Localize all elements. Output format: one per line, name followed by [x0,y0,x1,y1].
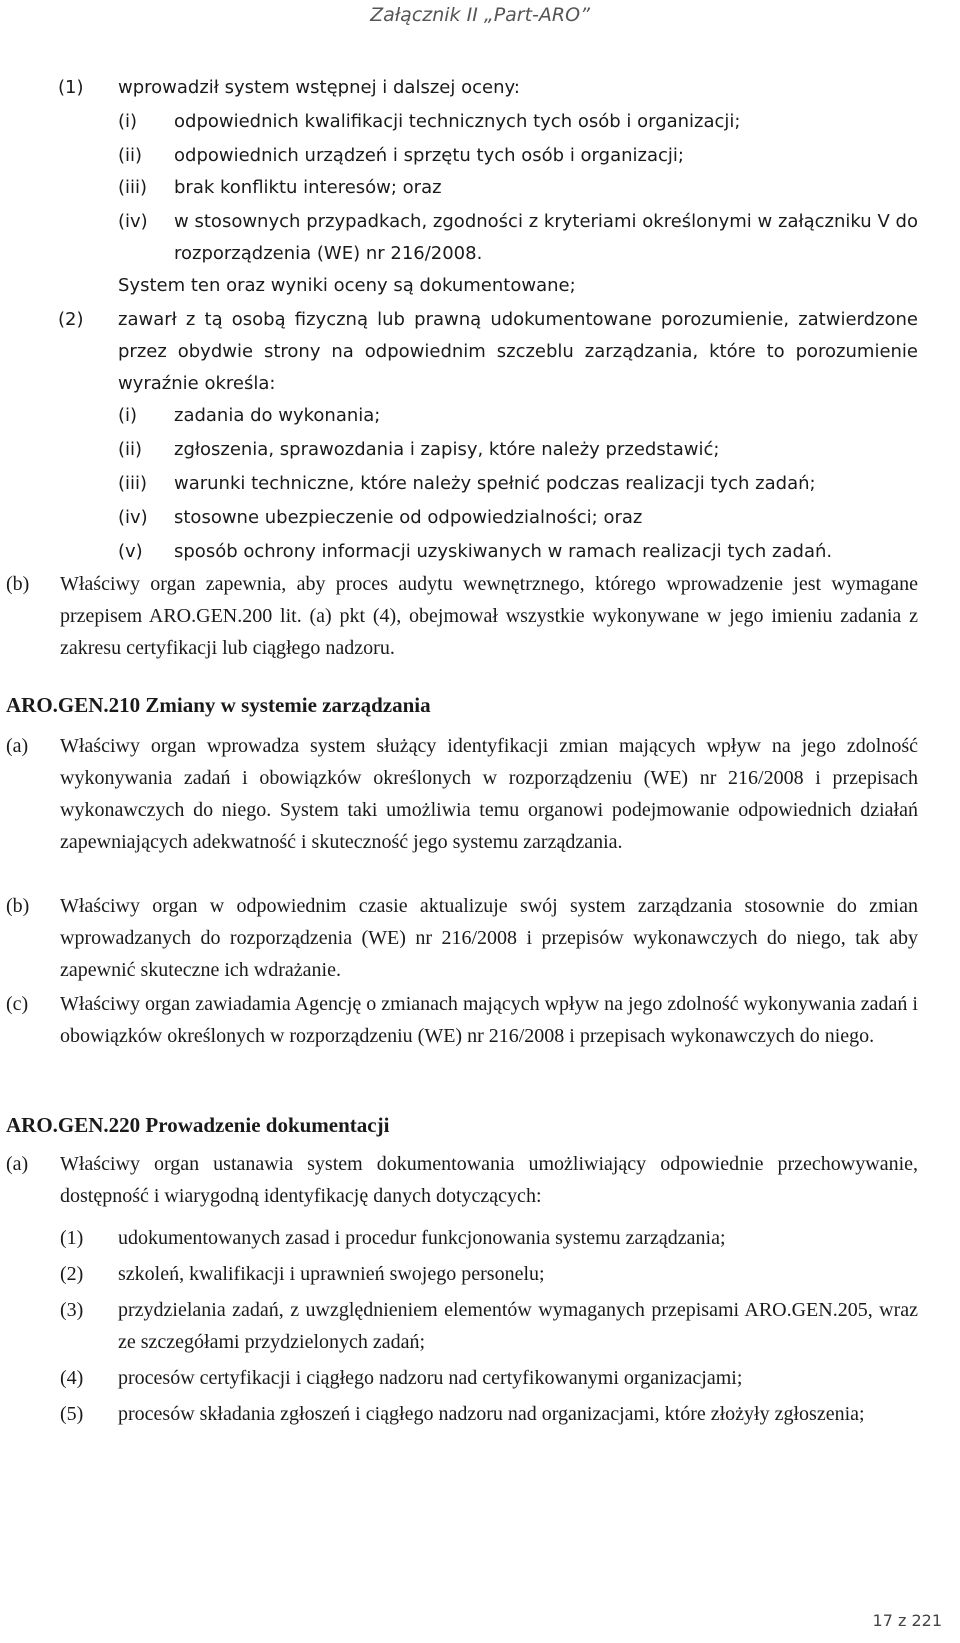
item-text: stosowne ubezpieczenie od odpowiedzialności; oraz [174,507,643,528]
item-label: (i) [118,111,138,132]
item-label: (iii) [118,473,148,494]
item-label: (iii) [118,177,148,198]
item-text: szkoleń, kwalifikacji i uprawnień swojego personelu; [118,1263,545,1285]
item-text: przydzielania zadań, z uwzględnieniem elementów wymaganych przepisami ARO.GEN.205, wraz ze szczegółami przydzielonych zadań; [118,1299,918,1353]
item-label: (i) [118,405,138,426]
item-text: Właściwy organ wprowadza system służący identyfikacji zmian mających wpływ na jego zdolność wykonywania zadań i obowiązków określonych w rozporządzeniu (WE) nr 216/2008 i przepisach wykonawczych do niego. System taki umożliwia temu organowi podejmowanie odpowiednich działań zapewniających adekwatność i skuteczność jego systemu zarządzania. [60,735,918,853]
list-item [58,304,918,400]
item-text: procesów składania zgłoszeń i ciągłego nadzoru nad organizacjami, które złożyły zgłoszenia; [118,1403,865,1425]
item-label: (c) [6,993,29,1015]
list-item [118,434,918,466]
list-item [60,1362,918,1394]
list-item [60,1222,918,1254]
list-item [118,172,918,204]
item-label: (v) [118,541,143,562]
list-item [118,536,918,568]
list-item [60,1398,918,1430]
item-label: (3) [60,1299,84,1321]
item-label: (iv) [118,507,148,528]
item-text: Właściwy organ zapewnia, aby proces audytu wewnętrznego, którego wprowadzenie jest wymagane przepisem ARO.GEN.200 lit. (a) pkt (4), obejmował wszystkie wykonywane w jego imieniu zadania z zakresu certyfikacji lub ciągłego nadzoru. [60,573,918,659]
item-label: (a) [6,1153,29,1175]
item-text: Właściwy organ w odpowiednim czasie aktualizuje swój system zarządzania stosownie do zmian wprowadzanych do rozporządzenia (WE) nr 216/2008 i przepisów wykonawczych do niego, tak aby zapewnić skuteczne ich wdrażanie. [60,895,918,981]
list-item [58,72,918,104]
item-text: Właściwy organ zawiadamia Agencję o zmianach mających wpływ na jego zdolność wykonywania zadań i obowiązków określonych w rozporządzeniu (WE) nr 216/2008 i przepisach wykonawczych do niego. [60,993,918,1047]
item-text: Właściwy organ ustanawia system dokumentowania umożliwiający odpowiednie przechowywanie, dostępność i wiarygodną identyfikację danych dotyczących: [60,1153,918,1207]
item-text: odpowiednich kwalifikacji technicznych tych osób i organizacji; [174,111,741,132]
list-item [118,140,918,172]
item-label: (2) [60,1263,84,1285]
item-label: (5) [60,1403,84,1425]
item-label: (iv) [118,211,148,232]
list-item [60,1258,918,1290]
item-label: (b) [6,895,30,917]
item-text: odpowiednich urządzeń i sprzętu tych osób i organizacji; [174,145,684,166]
list-item [118,468,918,500]
item-text: zadania do wykonania; [174,405,381,426]
list-item [6,730,918,858]
item-text: procesów certyfikacji i ciągłego nadzoru nad certyfikowanymi organizacjami; [118,1367,743,1389]
item-label: (1) [58,77,84,98]
list-item [6,1148,918,1212]
item-label: (2) [58,309,84,330]
system-note: System ten oraz wyniki oceny są dokumentowane; [118,275,576,296]
item-text: warunki techniczne, które należy spełnić podczas realizacji tych zadań; [174,473,816,494]
item-text: zgłoszenia, sprawozdania i zapisy, które należy przedstawić; [174,439,720,460]
page-number: 17 z 221 [872,1611,942,1630]
item-label: (4) [60,1367,84,1389]
list-item [6,890,918,986]
item-text: zawarł z tą osobą fizyczną lub prawną udokumentowane porozumienie, zatwierdzone przez obydwie strony na odpowiednim szczeblu zarządzania, które to porozumienie wyraźnie określa: [118,309,918,394]
list-item [60,1294,918,1358]
item-text: wprowadził system wstępnej i dalszej oceny: [118,77,520,98]
list-item [6,988,918,1052]
page-header: Załącznik II „Part-ARO” [370,4,590,26]
list-item [118,400,918,432]
item-label: (b) [6,573,30,595]
item-label: (ii) [118,145,143,166]
item-label: (a) [6,735,29,757]
list-item [118,206,918,270]
item-text: brak konfliktu interesów; oraz [174,177,442,198]
item-text: udokumentowanych zasad i procedur funkcjonowania systemu zarządzania; [118,1227,726,1249]
item-text: sposób ochrony informacji uzyskiwanych w ramach realizacji tych zadań. [174,541,833,562]
list-item [118,106,918,138]
item-text: w stosownych przypadkach, zgodności z kryteriami określonymi w załączniku V do rozporządzenia (WE) nr 216/2008. [174,211,918,264]
item-label: (ii) [118,439,143,460]
item-label: (1) [60,1227,84,1249]
list-item [6,568,918,664]
list-item [118,502,918,534]
section-heading: ARO.GEN.220 Prowadzenie dokumentacji [6,1113,390,1137]
section-heading: ARO.GEN.210 Zmiany w systemie zarządzania [6,693,431,717]
